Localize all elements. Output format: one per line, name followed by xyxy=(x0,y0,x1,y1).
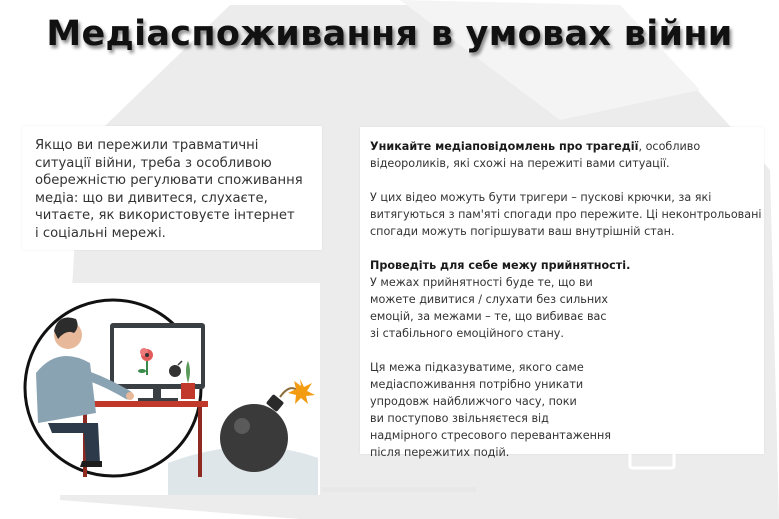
advice-line: У межах прийнятності буде те, що ви xyxy=(370,276,593,289)
advice-line: спогади можуть погіршувати ваш внутрішній стан. xyxy=(370,225,675,238)
advice-line xyxy=(370,138,762,155)
intro-line: ситуації війни, треба з особливою xyxy=(35,155,272,171)
illustration xyxy=(18,283,328,498)
intro-card xyxy=(22,126,322,250)
advice-line: можете дивитися / слухати без сильних xyxy=(370,293,609,306)
advice-line: зі стабільного емоційного стану. xyxy=(370,327,564,340)
advice-line: витягуються з пам'яті спогади про пережите. Ці неконтрольовані xyxy=(370,208,762,221)
advice-text-fragment: , особливо xyxy=(638,140,701,153)
advice-line: емоцій, за межами – те, що вибиває вас xyxy=(370,310,607,323)
advice-text xyxy=(370,138,762,461)
intro-line: і соціальні мережі. xyxy=(35,225,166,241)
advice-heading-text: Проведіть для себе межу прийнятності. xyxy=(370,259,631,272)
frame-icon xyxy=(628,446,678,472)
intro-line: читаєте, як використовуєте інтернет xyxy=(35,208,295,224)
intro-text xyxy=(35,137,317,243)
advice-line: упродовж найближчого часу, поки xyxy=(370,395,577,408)
intro-line: обережністю регулювати споживання xyxy=(35,173,303,189)
page-title: Медіаспоживання в умовах війни xyxy=(46,14,733,54)
advice-line: медіаспоживання потрібно уникати xyxy=(370,378,584,391)
advice-heading-boundary xyxy=(370,257,762,274)
advice-line: надмірного стресового перевантаження xyxy=(370,429,611,442)
advice-line: після пережитих подій. xyxy=(370,446,510,459)
advice-line: Ця межа підказуватиме, якого саме xyxy=(370,361,584,374)
advice-line: відеороликів, які схожі на пережиті вами ситуації. xyxy=(370,157,670,170)
advice-line: У цих відео можуть бути тригери – пускові крючки, за які xyxy=(370,191,712,204)
advice-line: ви поступово звільняєтеся від xyxy=(370,412,549,425)
intro-line: Якщо ви пережили травматичні xyxy=(35,138,259,153)
divider xyxy=(322,487,476,492)
intro-line: медіа: що ви дивитеся, слухаєте, xyxy=(35,190,268,206)
advice-heading-avoid: Уникайте медіаповідомлень про трагедії xyxy=(370,140,639,153)
advice-card xyxy=(360,127,764,459)
